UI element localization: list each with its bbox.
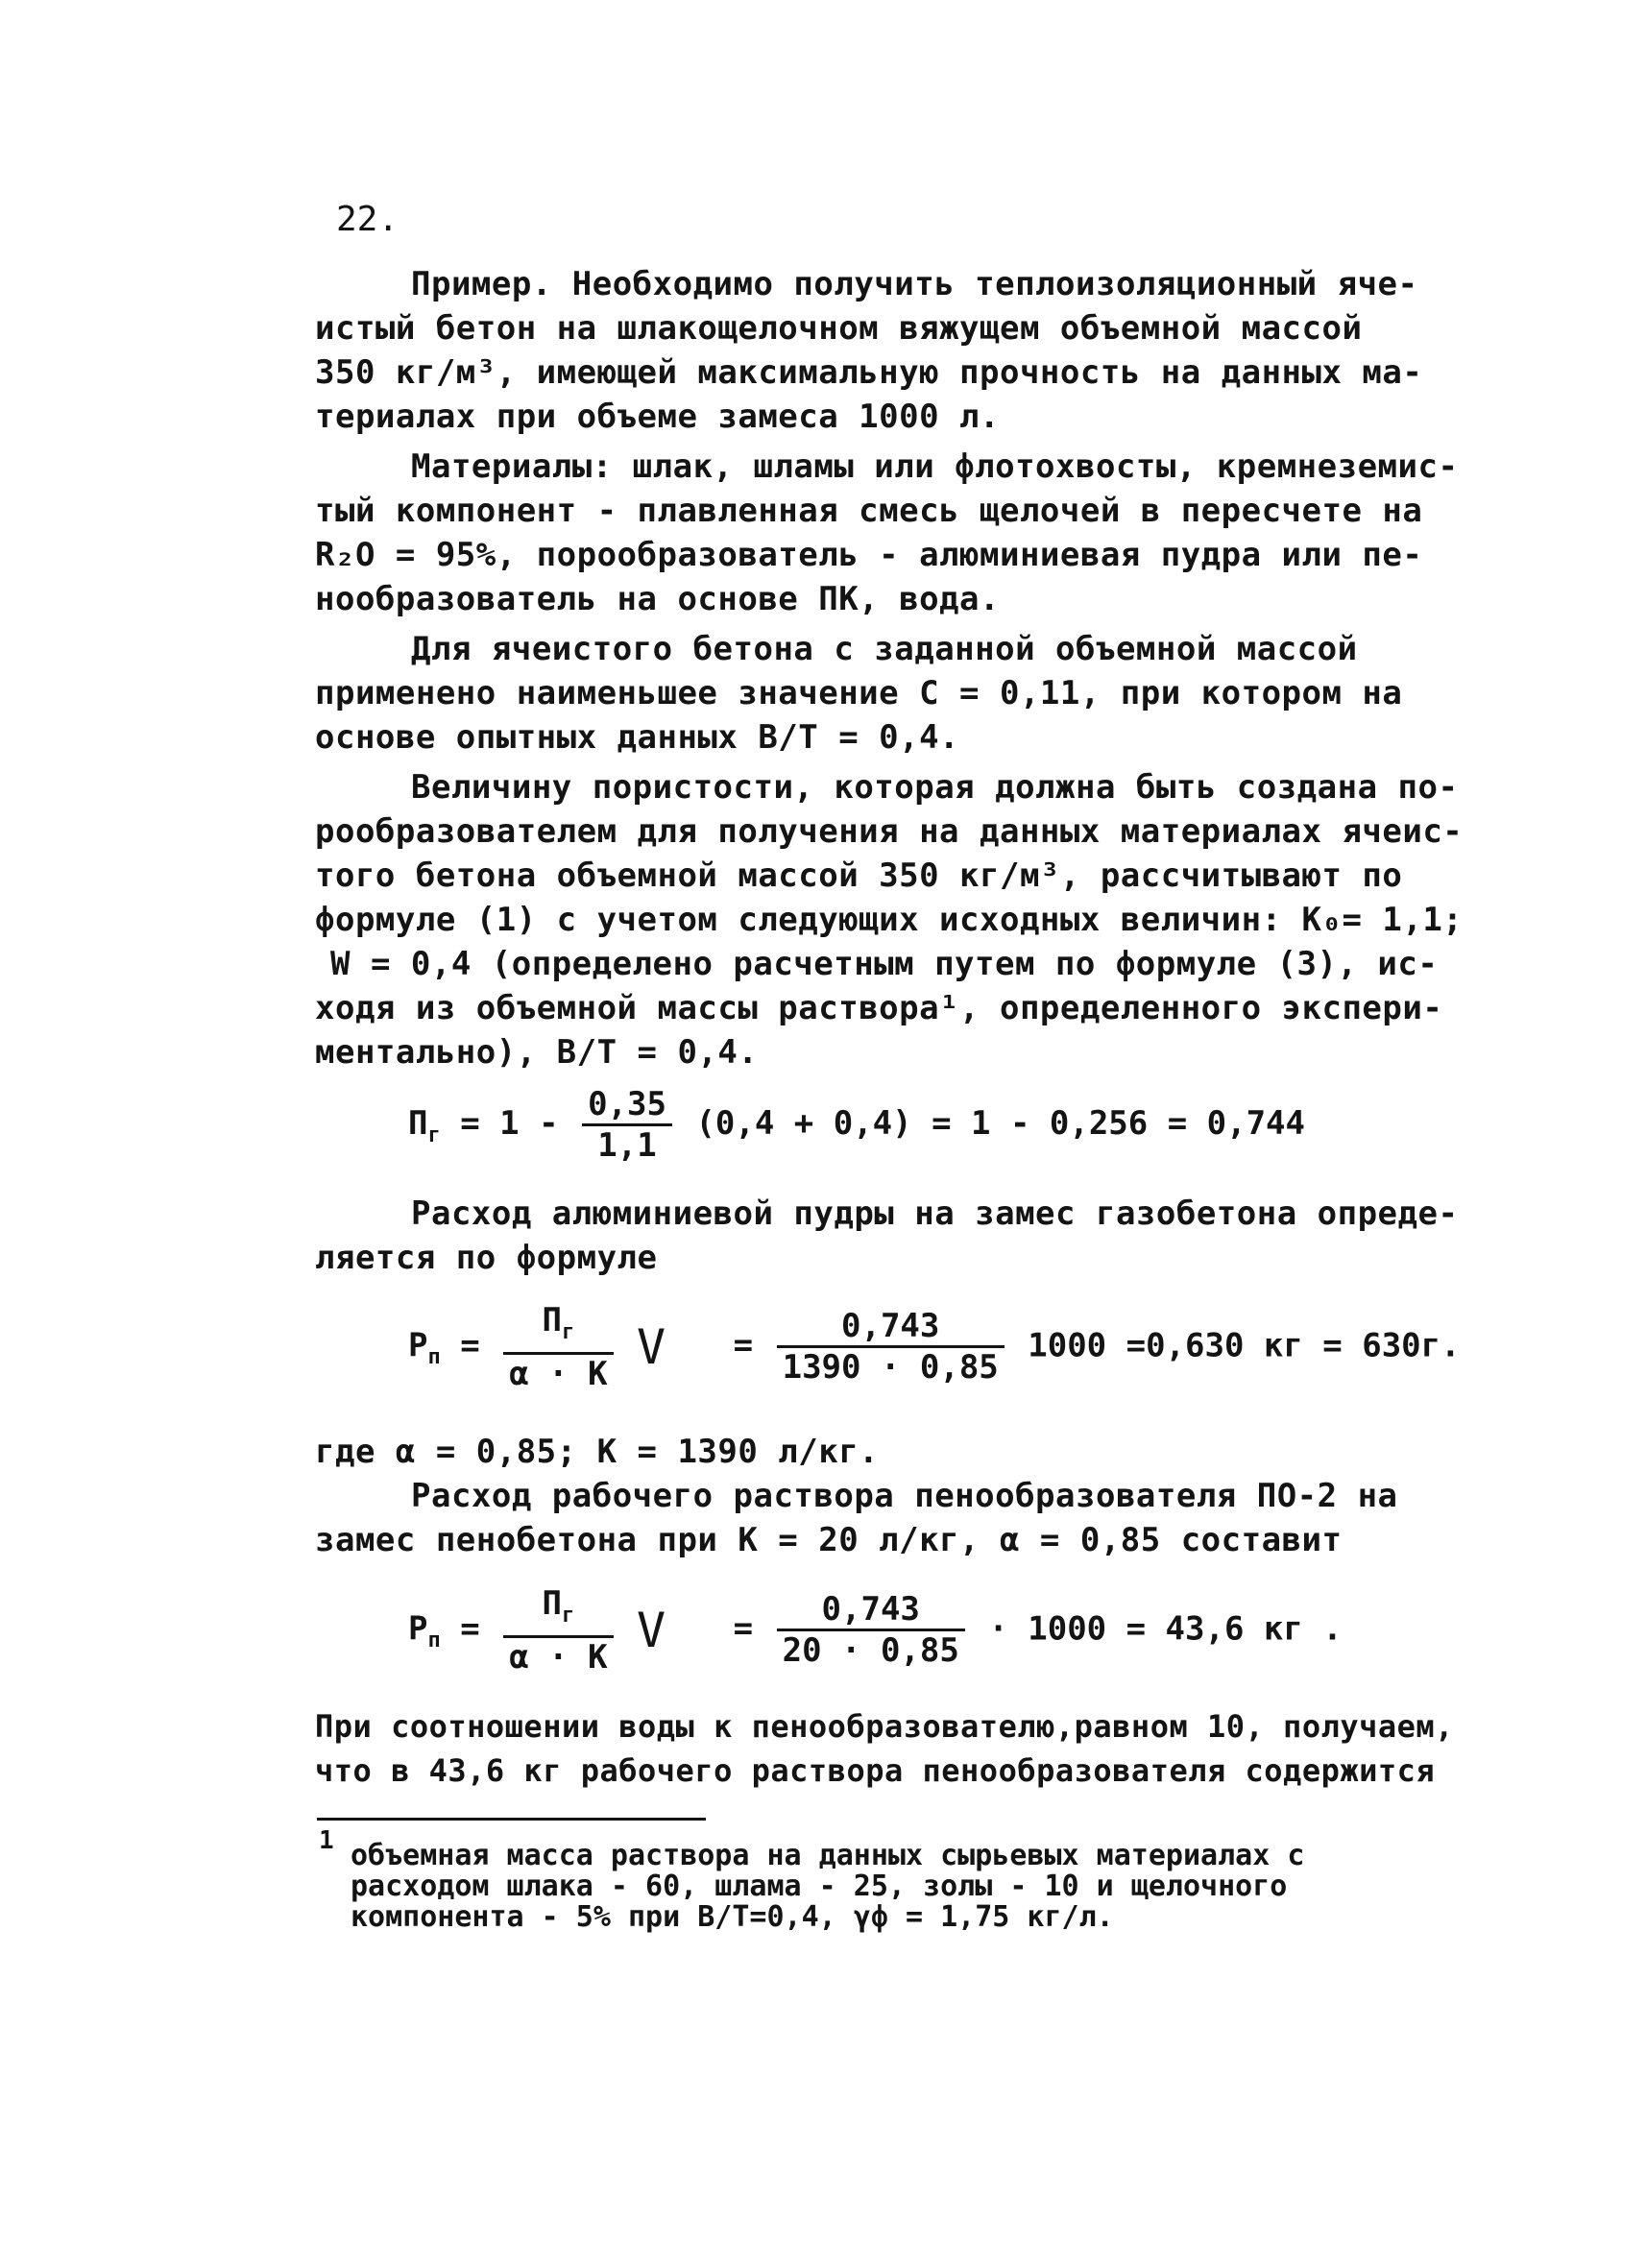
formula-volume-symbol: V: [637, 1318, 666, 1375]
formula-rest: (0,4 + 0,4) = 1 - 0,256 = 0,744: [695, 1104, 1305, 1143]
paragraph-line: ментально), В/Т = 0,4.: [315, 1033, 759, 1072]
paragraph-line: W = 0,4 (определено расчетным путем по формуле (3), ис-: [330, 945, 1439, 983]
paragraph-line: териалах при объеме замеса 1000 л.: [315, 398, 1000, 436]
paragraph-line: 350 кг/м³, имеющей максимальную прочность на данных ма-: [315, 353, 1423, 392]
paragraph-line: истый бетон на шлакощелочном вяжущем объемной массой: [315, 309, 1363, 348]
formula-lhs-sub: г: [427, 1122, 441, 1147]
foam-agent-formula: [408, 1584, 1343, 1677]
paragraph-line: R₂O = 95%, порообразователь - алюминиевая пудра или пе-: [315, 536, 1423, 574]
paragraph-line: При соотношении воды к пенообразователю,равном 10, получаем,: [315, 1708, 1454, 1745]
formula-lhs-sub: п: [427, 1345, 441, 1370]
formula-fraction: [582, 1085, 672, 1165]
page-number: 22.: [336, 200, 399, 239]
paragraph-line: применено наименьшее значение С = 0,11, при котором на: [315, 674, 1403, 712]
fraction-numerator: [503, 1584, 613, 1638]
fraction-numerator-sub: г: [561, 1319, 575, 1344]
formula-volume-symbol: V: [637, 1602, 666, 1658]
formula-equals: =: [733, 1609, 754, 1649]
fraction-numerator-sub: г: [561, 1603, 575, 1628]
paragraph-line: основе опытных данных В/Т = 0,4.: [315, 718, 960, 757]
paragraph-line: замес пенобетона при К = 20 л/кг, α = 0,85 составит: [315, 1521, 1343, 1559]
aluminum-powder-formula: [408, 1301, 1461, 1393]
fraction-denominator: α · К: [509, 1354, 608, 1393]
fraction-numerator: 0,35: [582, 1085, 672, 1126]
paragraph-line: Расход рабочего раствора пенообразователя ПО-2 на: [411, 1477, 1398, 1515]
fraction-numerator-text: П: [542, 1301, 562, 1339]
paragraph-line: Пример. Необходимо получить теплоизоляционный яче-: [411, 265, 1418, 303]
paragraph-line: тый компонент - плавленная смесь щелочей в пересчете на: [315, 492, 1423, 530]
fraction-denominator: α · К: [509, 1637, 608, 1677]
footnote-line: объемная масса раствора на данных сырьевых материалах с: [351, 1839, 1305, 1872]
fraction-denominator: 20 · 0,85: [782, 1631, 959, 1671]
formula-lhs: П: [408, 1104, 428, 1143]
fraction-numerator: [503, 1301, 613, 1355]
formula-equals: =: [460, 1326, 480, 1365]
formula-fraction: [503, 1301, 613, 1393]
footnote-mark: 1: [319, 1826, 334, 1855]
paragraph-line: что в 43,6 кг рабочего раствора пенообразователя содержится: [315, 1752, 1436, 1789]
paragraph-line: того бетона объемной массой 350 кг/м³, рассчитывают по: [315, 857, 1403, 895]
fraction-numerator: 0,743: [777, 1590, 965, 1631]
porosity-formula: [408, 1085, 1305, 1165]
footnote-line: расходом шлака - 60, шлама - 25, золы - 10 и щелочного: [351, 1870, 1288, 1903]
formula-lhs: Р: [408, 1326, 428, 1365]
paragraph-line: Расход алюминиевой пудры на замес газобетона опреде-: [411, 1194, 1459, 1233]
formula-fraction: [777, 1307, 1005, 1387]
paragraph-line: рообразователем для получения на данных материалах ячеис-: [315, 812, 1464, 851]
formula-lhs-sub: п: [427, 1629, 441, 1653]
footnote-line: компонента - 5% при В/Т=0,4, γф = 1,75 кг/л.: [351, 1900, 1114, 1934]
formula-equals: =: [733, 1326, 754, 1365]
formula-fraction: [777, 1590, 965, 1670]
formula-equals: = 1 -: [460, 1104, 559, 1143]
footnote-divider: [317, 1818, 706, 1821]
formula-lhs: Р: [408, 1609, 428, 1649]
formula-rest: 1000 =0,630 кг = 630г.: [1028, 1326, 1461, 1365]
fraction-denominator: 1390 · 0,85: [782, 1348, 999, 1387]
formula-rest: · 1000 = 43,6 кг .: [988, 1609, 1343, 1649]
paragraph-line: Для ячеистого бетона с заданной объемной массой: [411, 630, 1358, 668]
fraction-numerator-text: П: [542, 1584, 562, 1623]
paragraph-line: нообразователь на основе ПК, вода.: [315, 580, 1000, 618]
paragraph-line: где α = 0,85; К = 1390 л/кг.: [315, 1433, 880, 1471]
formula-fraction: [503, 1584, 613, 1677]
paragraph-line: ляется по формуле: [315, 1239, 658, 1277]
paragraph-line: Величину пористости, которая должна быть создана по-: [411, 768, 1459, 807]
fraction-numerator: 0,743: [777, 1307, 1005, 1348]
formula-equals: =: [460, 1609, 480, 1649]
paragraph-line: ходя из объемной массы раствора¹, определенного экспери-: [315, 989, 1443, 1027]
paragraph-line: формуле (1) с учетом следующих исходных величин: К₀= 1,1;: [315, 901, 1464, 939]
fraction-denominator: 1,1: [597, 1126, 657, 1165]
paragraph-line: Материалы: шлак, шламы или флотохвосты, кремнеземис-: [411, 447, 1459, 486]
